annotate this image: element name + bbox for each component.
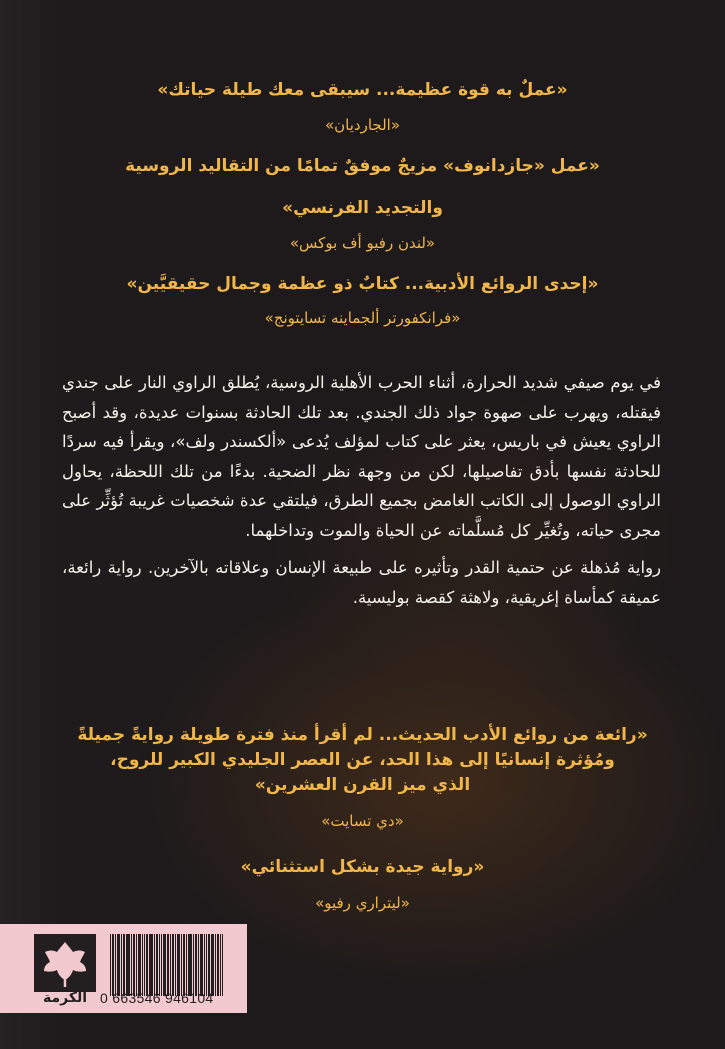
publisher-name: الكرمة [42, 990, 88, 1006]
synopsis-paragraph-2: رواية مُذهلة عن حتمية القدر وتأثيره على طبيعة الإنسان وعلاقاته بالآخرين. رواية رائعة، عميقة كمأساة إغريقية، ولاهثة كقصة بوليسية. [62, 558, 661, 607]
blurb-source-faz: «فرانكفورتر ألجماينه تسايتونج» [264, 309, 461, 327]
blurb-quote-lrb-line2: والتجديد الفرنسي» [282, 198, 443, 218]
synopsis [62, 368, 661, 612]
blurb-quote-zeit-line3: الذي ميز القرن العشرين» [254, 775, 471, 795]
blurb-source-guardian: «الجارديان» [324, 116, 401, 134]
synopsis-paragraph-1: في يوم صيفي شديد الحرارة، أثناء الحرب الأهلية الروسية، يُطلق الراوي النار على جندي فيقتله، ويهرب على صهوة جواد ذلك الجندي. بعد تلك الحادثة بسنوات عديدة، وقد أصبح الراوي يعيش في باريس، يعثر على كتاب لمؤلف يُدعى «ألكسندر ولف»، ويقرأ فيه سردًا للحادثة نفسها بأدق تفاصيلها، لكن من وجهة نظر الضحية. بدءًا من تلك اللحظة، يحاول الراوي الوصول إلى الكاتب الغامض بجميع الطرق، فيلتقي عدة شخصيات غريبة تُؤثِّر على مجرى حياته، وتُغيِّر كل مُسلَّماته عن الحياة والموت وتداخلهما. [62, 373, 661, 540]
barcode-number: 0 663546 946104 [100, 990, 214, 1006]
blurb-quote-guardian: «عملٌ به قوة عظيمة... سيبقى معك طيلة حياتك» [157, 80, 568, 100]
blurb-source-zeit: «دي تسايت» [321, 812, 404, 830]
blurb-quote-zeit-line2: ومُؤثرة إنسانيًا إلى هذا الحد، عن العصر الجليدي الكبير للروح، [110, 750, 615, 770]
barcode-label [0, 924, 247, 1013]
blurb-source-literary-review: «ليتراري رفيو» [315, 894, 410, 912]
blurb-quote-zeit-line1: «رائعة من روائع الأدب الحديث... لم أقرأ منذ فترة طويلة روايةً جميلةً [77, 725, 648, 745]
grape-leaf-icon [40, 938, 90, 988]
blurb-quote-faz: «إحدى الروائع الأدبية... كتابٌ ذو عظمة وجمال حقيقيَّين» [126, 274, 599, 294]
barcode [110, 934, 234, 996]
publisher-logo [34, 934, 96, 992]
blurb-quote-lrb-line1: «عمل «جازدانوف» مزيجٌ موفقٌ تمامًا من التقاليد الروسية [125, 156, 600, 176]
blurb-source-lrb: «لندن رفيو أف بوكس» [289, 234, 436, 252]
blurb-quote-literary-review: «رواية جيدة بشكل استثنائي» [240, 857, 485, 877]
